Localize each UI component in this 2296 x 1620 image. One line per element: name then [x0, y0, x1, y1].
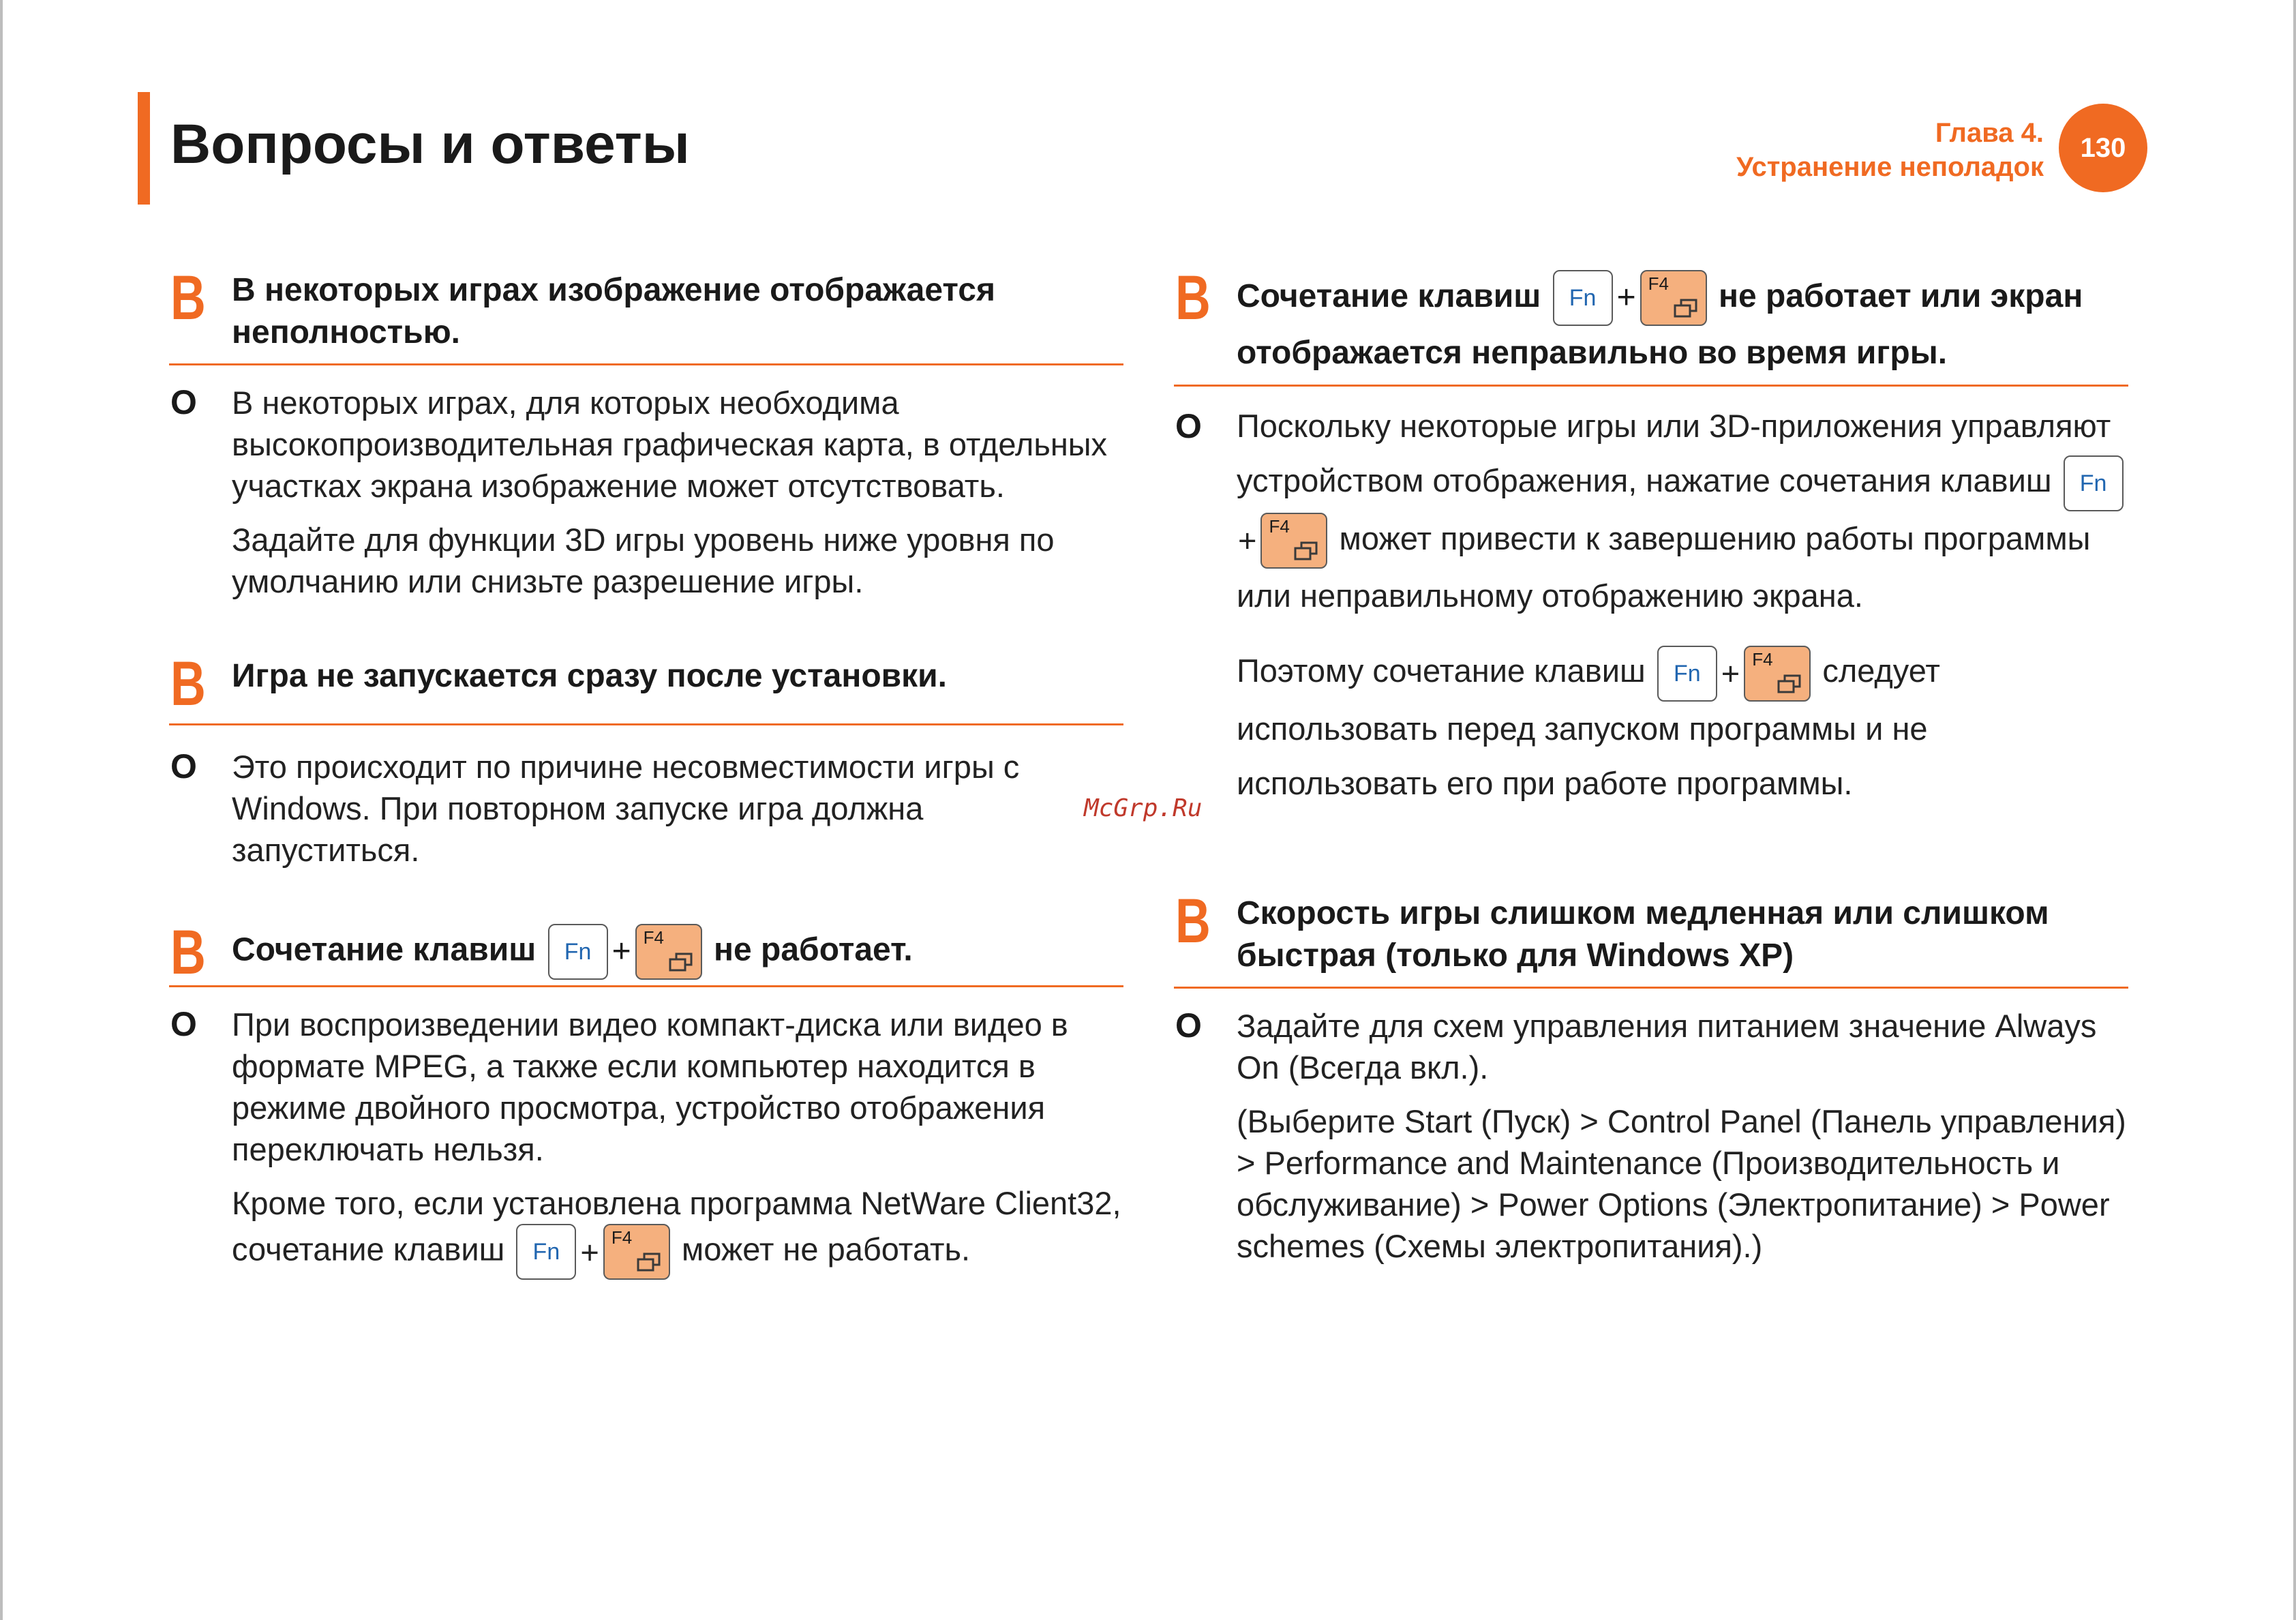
answer-text-end: может не работать.: [681, 1231, 971, 1268]
plus-sign: +: [1238, 522, 1257, 559]
answer-marker: О: [1175, 407, 1202, 446]
chapter-label: [1736, 116, 2044, 184]
answer-paragraph: [1237, 644, 2128, 811]
qa-item: [1174, 263, 2128, 811]
answer-paragraph: [232, 1182, 1123, 1280]
qa-item: [1174, 886, 2128, 1267]
display-switch-icon: [668, 952, 694, 973]
question: [169, 918, 1123, 987]
answer-paragraph: Задайте для функции 3D игры уровень ниже уровня по умолчанию или снизьте разрешение игры.: [232, 522, 1055, 599]
plus-sign: +: [1616, 280, 1636, 316]
qa-item: [169, 649, 1123, 871]
answer: [1174, 399, 2128, 811]
fn-key-icon: Fn: [1553, 270, 1613, 326]
answer-text-start: Поэтому сочетание клавиш: [1237, 652, 1646, 689]
page-edge-right: [2293, 0, 2296, 1620]
answer: [1174, 1005, 2128, 1267]
answer-text-start: Поскольку некоторые игры или 3D-приложения управляют устройством отображения, нажатие сочетания клавиш: [1237, 408, 2111, 499]
f4-key-icon: [603, 1224, 670, 1280]
answer-text-start: сочетание клавиш: [232, 1231, 505, 1268]
answer-text-end: может привести к завершению работы программы или неправильному отображению экрана.: [1237, 520, 2091, 614]
page-number-badge: 130: [2059, 104, 2147, 192]
display-switch-icon: [1777, 674, 1802, 695]
question-marker: В: [1175, 263, 1211, 333]
answer-text-line: Кроме того, если установлена программа NetWare Client32,: [232, 1185, 1121, 1221]
question-text: Скорость игры слишком медленная или слишком быстрая (только для Windows XP): [1237, 895, 2049, 974]
question: [1174, 263, 2128, 387]
watermark: McGrp.Ru: [1084, 794, 1203, 822]
display-switch-icon: [636, 1252, 662, 1273]
chapter-number: Глава 4.: [1935, 118, 2044, 148]
title-accent-bar: [138, 92, 150, 205]
fn-key-icon: Fn: [516, 1224, 576, 1280]
fn-key-icon: Fn: [1657, 646, 1717, 702]
f4-key-label: F4: [611, 1227, 633, 1248]
plus-sign: +: [1721, 655, 1740, 692]
answer-paragraph: При воспроизведении видео компакт-диска или видео в формате MPEG, а также если компьютер находится в режиме двойного просмотра, устройство отображения переключать нельзя.: [232, 1006, 1068, 1167]
question-text-end: не работает или экран отображается неправильно во время игры.: [1237, 278, 2083, 372]
page-edge-left: [0, 0, 3, 1620]
answer: [169, 746, 1123, 871]
f4-key-label: F4: [1269, 516, 1290, 537]
question: [169, 263, 1123, 365]
display-switch-icon: [1673, 299, 1699, 319]
page-title: Вопросы и ответы: [170, 113, 690, 175]
question-text-start: Сочетание клавиш: [1237, 278, 1541, 314]
answer-marker: О: [170, 383, 197, 421]
answer: [169, 1004, 1123, 1280]
f4-key-label: F4: [643, 927, 664, 948]
f4-key-label: F4: [1648, 273, 1669, 295]
left-column: [169, 263, 1123, 1280]
answer-paragraph: (Выберите Start (Пуск) > Control Panel (Панель управления) > Performance and Maintenance (Производительность и обслуживание) > Power Options (Электропитание) > Power schemes (Схемы электропитания).): [1237, 1103, 2126, 1265]
answer-text-end: следует использовать перед запуском программы и не использовать его при работе программы.: [1237, 652, 1940, 802]
f4-key-icon: [1744, 646, 1811, 702]
question-text: Игра не запускается сразу после установки.: [232, 658, 948, 694]
plus-sign: +: [611, 933, 631, 970]
answer-paragraph: [1237, 399, 2128, 623]
question-marker: В: [1175, 886, 1211, 957]
f4-key-icon: [1260, 513, 1327, 569]
qa-item: [169, 263, 1123, 602]
question-marker: В: [170, 918, 206, 987]
answer-paragraph: Это происходит по причине несовместимости игры с Windows. При повторном запуске игра должна запуститься.: [232, 749, 1020, 868]
question: [169, 649, 1123, 725]
question-marker: В: [170, 649, 206, 719]
qa-item: [169, 918, 1123, 1280]
f4-key-label: F4: [1752, 649, 1773, 670]
question-text: В некоторых играх изображение отображается неполностью.: [232, 272, 996, 350]
answer-paragraph: В некоторых играх, для которых необходима высокопроизводительная графическая карта, в отдельных участках экрана изображение может отсутствовать.: [232, 385, 1108, 504]
question: [1174, 886, 2128, 989]
question-marker: В: [170, 263, 206, 333]
answer-paragraph: Задайте для схем управления питанием значение Always On (Всегда вкл.).: [1237, 1008, 2097, 1086]
question-text-start: Сочетание клавиш: [232, 931, 537, 968]
right-column: [1174, 263, 2128, 1267]
answer: [169, 382, 1123, 602]
f4-key-icon: [1640, 270, 1707, 326]
plus-sign: +: [580, 1233, 599, 1270]
f4-key-icon: [635, 924, 702, 980]
question-text-end: не работает.: [714, 931, 913, 968]
chapter-title: Устранение неполадок: [1736, 152, 2044, 182]
answer-marker: О: [1175, 1006, 1202, 1045]
display-switch-icon: [1293, 541, 1319, 562]
answer-marker: О: [170, 1005, 197, 1043]
fn-key-icon: Fn: [2064, 455, 2124, 511]
answer-marker: О: [170, 747, 197, 785]
fn-key-icon: Fn: [548, 924, 608, 980]
